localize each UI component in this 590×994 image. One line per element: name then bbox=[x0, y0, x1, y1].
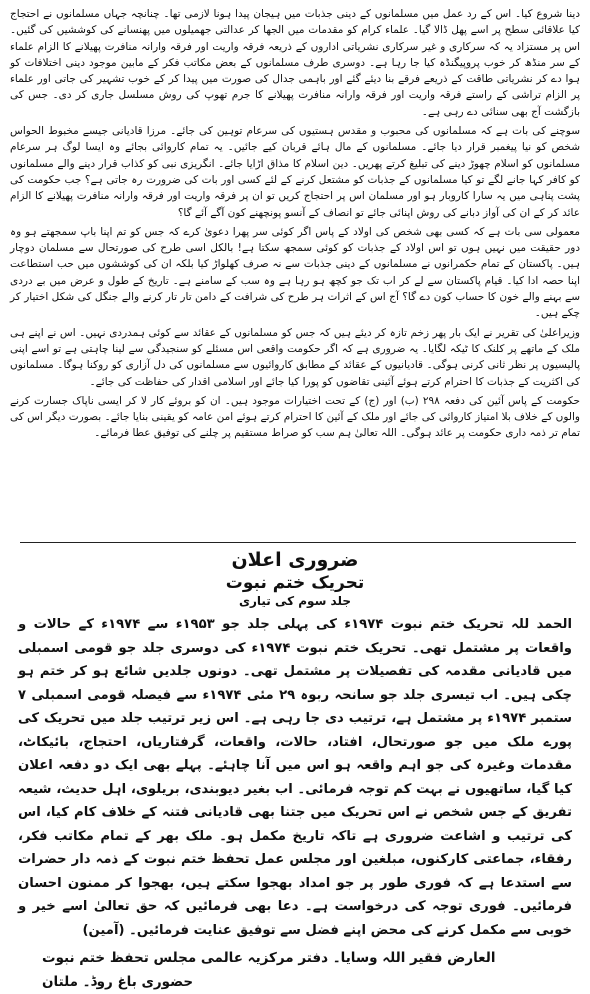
article-paragraph-4: وزیراعلیٰ کی تقریر نے ایک بار پھر زخم تازہ کر دیئے ہیں کہ جس کو مسلمانوں کے عقائد سے کوئی ہمدردی نہیں۔ اس نے اپنے ہی ملک کے ماتھے پر کلنک کا ٹیکہ لگایا۔ یہ ضروری ہے کہ اگر حکومت واقعی اس مسئلے کو سنجیدگی سے لینا چاہتی ہے تو اسے اپنی پالیسیوں پر نظر ثانی کرنی ہوگی۔ قادیانیوں کے عقائد کے مطابق کاروائیوں سے مسلمانوں کی دل آزاری کو روکنا ہوگا۔ مسلمانوں کی اکثریت کے جذبات کا احترام کرتے ہوئے آئینی تقاضوں کو پورا کیا جائے اور اسلامی اقدار کی حفاظت کی جائے۔ bbox=[10, 326, 580, 388]
article-paragraph-2: سوچنے کی بات ہے کہ مسلمانوں کی محبوب و مقدس ہستیوں کی سرعام توہین کی جائے۔ مرزا قادیانی جیسے مخبوط الحواس شخص کو نیا پیغمبر قرار دیا جائے۔ مسلمانوں کے مال ہائے قربان کیے جائیں۔ یہ تمام کاروائی بجائے وہ ایسا لوگ ہر سرعام مسلمانوں کو اسلام چھوڑ دینے کی تبلیغ کرتے پھریں۔ دین اسلام کا مذاق اڑایا جائے۔ انگریزی نبی کو کذاب قرار دینے والے مسلمانوں کو کافر کہا جانے لگے تو کیا مسلمانوں کے جذبات کو مشتعل کرنے کے لئے کسی اور بات کی ضرورت رہ جاتی ہے؟ جب حکومت کی پشت پناہی میں یہ سارا کاروبار ہو اور مسلمان اس پر احتجاج کریں تو ان پر فرقہ واریت اور فرقہ وارانہ منافرت پھیلانے کا الزام عائد کر کے ان کی آواز دبانے کی روش اپنائی جائے تو انصاف کے آنسو پونچھنے کون آگے آئے گا؟ bbox=[10, 125, 580, 219]
newspaper-page bbox=[6, 6, 584, 990]
announcement-title: تحریک ختم نبوت bbox=[225, 573, 365, 593]
section-divider bbox=[20, 542, 576, 543]
announcement-body bbox=[12, 613, 578, 942]
article-paragraph-3: معمولی سی بات ہے کہ کسی بھی شخص کی اولاد کے پاس اگر کوئی سر پھرا دعویٰ کرے کہ جس کو تم اپنا باپ سمجھتے ہو وہ دور حقیقت میں نہیں ہوں تو اس اولاد کے جذبات کو کوئی سمجھ سکتا ہے! بالکل اسی طرح کی صورتحال سے مسلمان دوچار ہیں۔ پاکستان کے تمام حکمرانوں نے مسلمانوں کے دینی جذبات سے نہ صرف کھلواڑ کیا بلکہ ان کی کوششوں میں حب استطاعت اپنا حصہ ادا کیا۔ قیام پاکستان سے لے کر اب تک جو کچھ ہو رہا ہے وہ سب کے سامنے ہے۔ تاریخ کے طول و عرض میں بے دردی سے بہنے والے خون کا حساب کون دے گا؟ آج اس کے اثرات ہر طرح کی شرافت کے دامن تار تار کرنے والے جنگل کی شکل اختیار کر چکے ہیں۔ bbox=[10, 225, 580, 320]
announcement-subtitle: جلد سوم کی تیاری bbox=[238, 594, 352, 608]
article-paragraph-1: دینا شروع کیا۔ اس کے رد عمل میں مسلمانوں کے دینی جذبات میں ہیجان پیدا ہونا لازمی تھا۔ چنانچہ جہاں مسلمانوں نے احتجاج کیا علاقائی سطح پر اسے پھل ڈالا گیا۔ علماء کرام کو مقدمات میں الجھا کر عدالتی جھمیلوں میں پھنسانے کی کوششیں کی گئیں۔ اس پر مستزاد یہ کہ سرکاری و غیر سرکاری نشریاتی اداروں کے ذریعہ فرقہ واریت اور فرقہ وارانہ منافرت پھیلانے کا الزام علماء کے سر منڈھ کر خوب پروپیگنڈہ کیا جا رہا ہے۔ دوسری طرف مسلمانوں کے بعض مکاتب فکر کے مابین موجود دینی اختلافات کو ہوا دے کر نشریاتی طاقت کے ذریعے فرقے بنا دیئے گئے اور باہمی جدال کی صورت میں پیدا کر کے خوب تشہیر کی جاتی اور علماء پر الزام تراشی کے راستے فرقہ واریت اور فرقہ وارانہ منافرت پھیلانے کا جرم تھوپ کی روش مسلسل جاری کر دی۔ جس کی بازگشت آج بھی سنائی دے رہی ہے۔ bbox=[10, 8, 580, 118]
article-paragraph-5: حکومت کے پاس آئین کی دفعہ ۲۹۸ (ب) اور (ج) کے تحت اختیارات موجود ہیں۔ ان کو بروئے کار لا کر ایسی ناپاک جسارت کرنے والوں کے خلاف بلا امتیاز کاروائی کی جائے اور ملک کے آئین کا احترام کرتے ہوئے امن عامہ کو یقینی بنایا جائے۔ بصورت دیگر اس کی تمام تر ذمہ داری حکومت پر عائد ہوگی۔ اللہ تعالیٰ ہم سب کو صراط مستقیم پر چلنے کی توفیق عطا فرمائے۔ bbox=[10, 394, 580, 440]
announcement-heading: ضروری اعلان bbox=[231, 549, 359, 571]
announcement-text: الحمد للہ تحریک ختم نبوت ۱۹۷۴ء کی پہلی جلد جو ۱۹۵۳ء سے ۱۹۷۴ء کے حالات و واقعات پر مشتمل تھی۔ تحریک ختم نبوت ۱۹۷۴ء کی دوسری جلد جو قومی اسمبلی میں قادیانی مقدمہ کی تفصیلات پر مشتمل تھی۔ دونوں جلدیں شائع ہو کر ختم ہو چکی ہیں۔ اب تیسری جلد جو سانحہ ربوہ ۲۹ مئی ۱۹۷۴ء سے فیصلہ قومی اسمبلی ۷ ستمبر ۱۹۷۴ء پر مشتمل ہے، ترتیب دی جا رہی ہے۔ اس زیر ترتیب جلد میں تحریک کی پورے ملک میں جو صورتحال، افتاد، حالات، واقعات، گرفتاریاں، احتجاج، بائیکاٹ، مقدمات وغیرہ کی جو اہم واقعہ ہو اس میں آنا چاہئے۔ پہلے بھی ایک دو دفعہ اعلان کیا گیا، ساتھیوں نے بہت کم توجہ فرمائی۔ اب بغیر دیوبندی، بریلوی، اہل حدیث، شیعہ تفریق کے جس شخص نے اس تحریک میں جتنا بھی قادیانی فتنہ کے خلاف کام کیا، اس کی ترتیب و اشاعت ضروری ہے تاکہ تاریخ مکمل ہو۔ ملک بھر کے تمام مکاتب فکر، رفقاء، جماعتی کارکنوں، مبلغین اور مجلس عمل تحفظ ختم نبوت کے ذمہ دار حضرات سے استدعا ہے کہ فوری طور پر جو امداد بھجوا سکتے ہیں، بھجوا کر ممنون احسان فرمائیں۔ فوری توجہ کی درخواست ہے۔ دعا بھی فرمائیں کہ حق تعالیٰ اسے خیر و خوبی سے مکمل کرنے کی محض اپنے فضل سے توفیق عنایت فرمائیں۔ (آمین) bbox=[18, 617, 573, 938]
announcement-box bbox=[12, 548, 578, 994]
signature-line-1: العارض فقیر اللہ وسایا۔ دفتر مرکزیہ عالمی مجلس تحفظ ختم نبوت bbox=[42, 950, 496, 966]
signature-line-2: حضوری باغ روڈ۔ ملتان bbox=[42, 974, 194, 990]
article-body bbox=[6, 6, 584, 442]
announcement-signature bbox=[12, 946, 578, 994]
